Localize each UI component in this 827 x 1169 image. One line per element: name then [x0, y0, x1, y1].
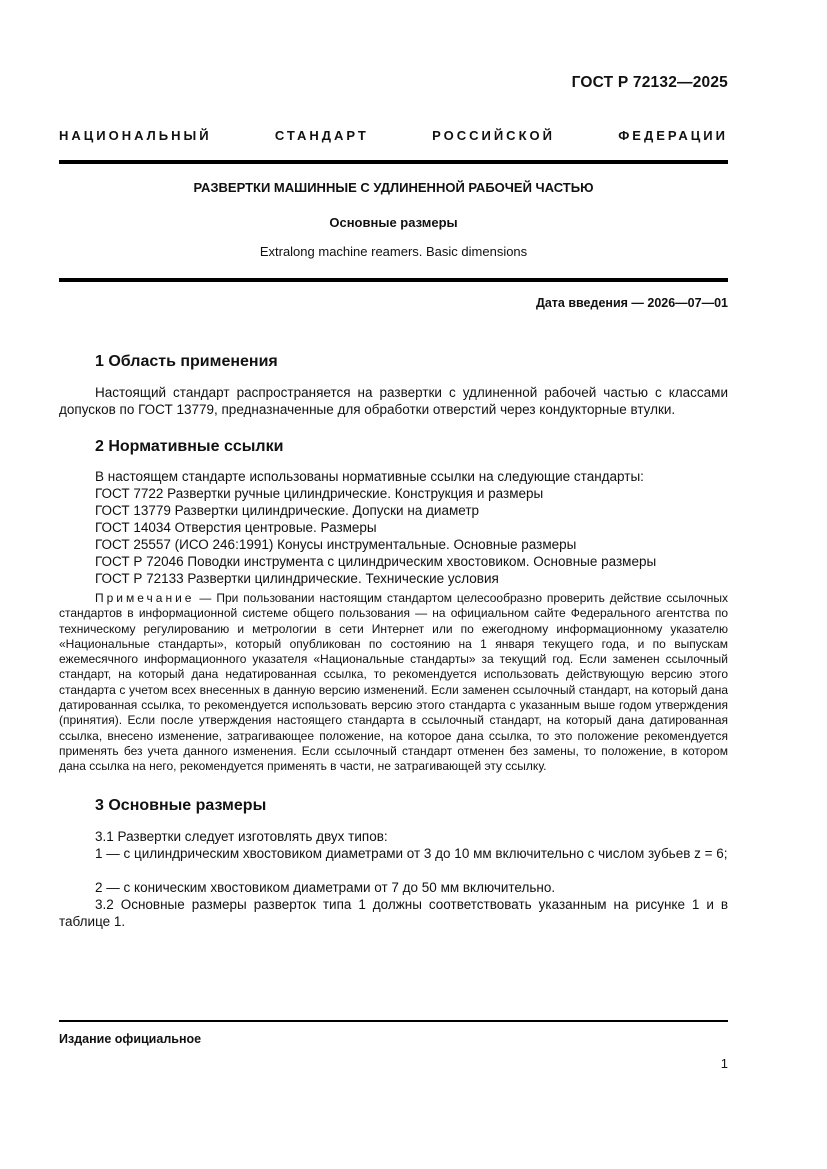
top-rule — [59, 160, 728, 164]
standard-subtitle: Основные размеры — [329, 215, 458, 230]
section-3-p3: 2 — с коническим хвостовиком диаметрами от 7 до 50 мм включительно. — [95, 880, 556, 895]
effective-date: Дата введения — 2026—07—01 — [535, 296, 728, 310]
note — [59, 591, 728, 775]
reference-item: ГОСТ 14034 Отверстия центровые. Размеры — [95, 520, 377, 535]
section-1-heading: 1 Область применения — [95, 353, 278, 370]
note-label: Примечание — [95, 591, 195, 605]
national-standard-heading: НАЦИОНАЛЬНЫЙ СТАНДАРТ РОССИЙСКОЙ ФЕДЕРАЦИИ — [59, 128, 728, 143]
footer-rule — [59, 1020, 728, 1022]
section-3-p4: 3.2 Основные размеры разверток типа 1 должны соответствовать указанным на рисунке 1 и в таблице 1. — [59, 897, 728, 929]
page-number: 1 — [720, 1056, 728, 1071]
section-3-heading: 3 Основные размеры — [95, 797, 267, 814]
reference-item: ГОСТ 13779 Развертки цилиндрические. Допуски на диаметр — [95, 503, 480, 518]
section-1-text: Настоящий стандарт распространяется на развертки с удлиненной рабочей частью с классами допусков по ГОСТ 13779, предназначенные для обработки отверстий через кондукторные втулки. — [59, 385, 728, 417]
reference-item: ГОСТ 7722 Развертки ручные цилиндрические. Конструкция и размеры — [95, 486, 544, 501]
references-list — [95, 468, 656, 587]
english-title: Extralong machine reamers. Basic dimensions — [259, 244, 528, 259]
reference-item: ГОСТ Р 72133 Развертки цилиндрические. Технические условия — [95, 571, 499, 586]
section-3-p1: 3.1 Развертки следует изготовлять двух типов: — [95, 829, 388, 844]
title-rule — [59, 278, 728, 282]
section-2-heading: 2 Нормативные ссылки — [95, 438, 284, 455]
section-3-p2: 1 — с цилиндрическим хвостовиком диаметрами от 3 до 10 мм включительно с числом зубьев z = 6; — [95, 846, 728, 861]
standard-title: РАЗВЕРТКИ МАШИННЫЕ С УДЛИНЕННОЙ РАБОЧЕЙ ЧАСТЬЮ — [193, 180, 594, 195]
document-code: ГОСТ Р 72132—2025 — [571, 74, 728, 91]
reference-item: ГОСТ Р 72046 Поводки инструмента с цилиндрическим хвостовиком. Основные размеры — [95, 554, 657, 569]
reference-item: ГОСТ 25557 (ИСО 246:1991) Конусы инструментальные. Основные размеры — [95, 537, 577, 552]
official-edition-label: Издание официальное — [59, 1032, 202, 1046]
references-intro: В настоящем стандарте использованы нормативные ссылки на следующие стандарты: — [95, 469, 644, 484]
note-text: — При пользовании настоящим стандартом целесообразно проверить действие ссылочных стандартов в информационной системе общего пользования — на официальном сайте Федерального агентства по техническому регулированию и метрологии в сети Интернет или по ежегодному информационному указателю «Национальные стандарты», который опубликован по состоянию на 1 января текущего года, и по выпускам ежемесячного информационного указателя «Национальные стандарты» за текущий год. Если заменен ссылочный стандарт, на который дана недатированная ссылка, то рекомендуется использовать действующую версию этого стандарта с учетом всех внесенных в данную версию изменений. Если заменен ссылочный стандарт, на который дана датированная ссылка, то рекомендуется использовать версию этого стандарта с указанным выше годом утверждения (принятия). Если после утверждения настоящего стандарта в ссылочный стандарт, на который дана датированная ссылка, внесено изменение, затрагивающее положение, на которое дана ссылка, то это положение рекомендуется применять без учета данного изменения. Если ссылочный стандарт отменен без замены, то положение, в котором дана ссылка на него, рекомендуется применять в части, не затрагивающей эту ссылку. — [59, 591, 728, 774]
